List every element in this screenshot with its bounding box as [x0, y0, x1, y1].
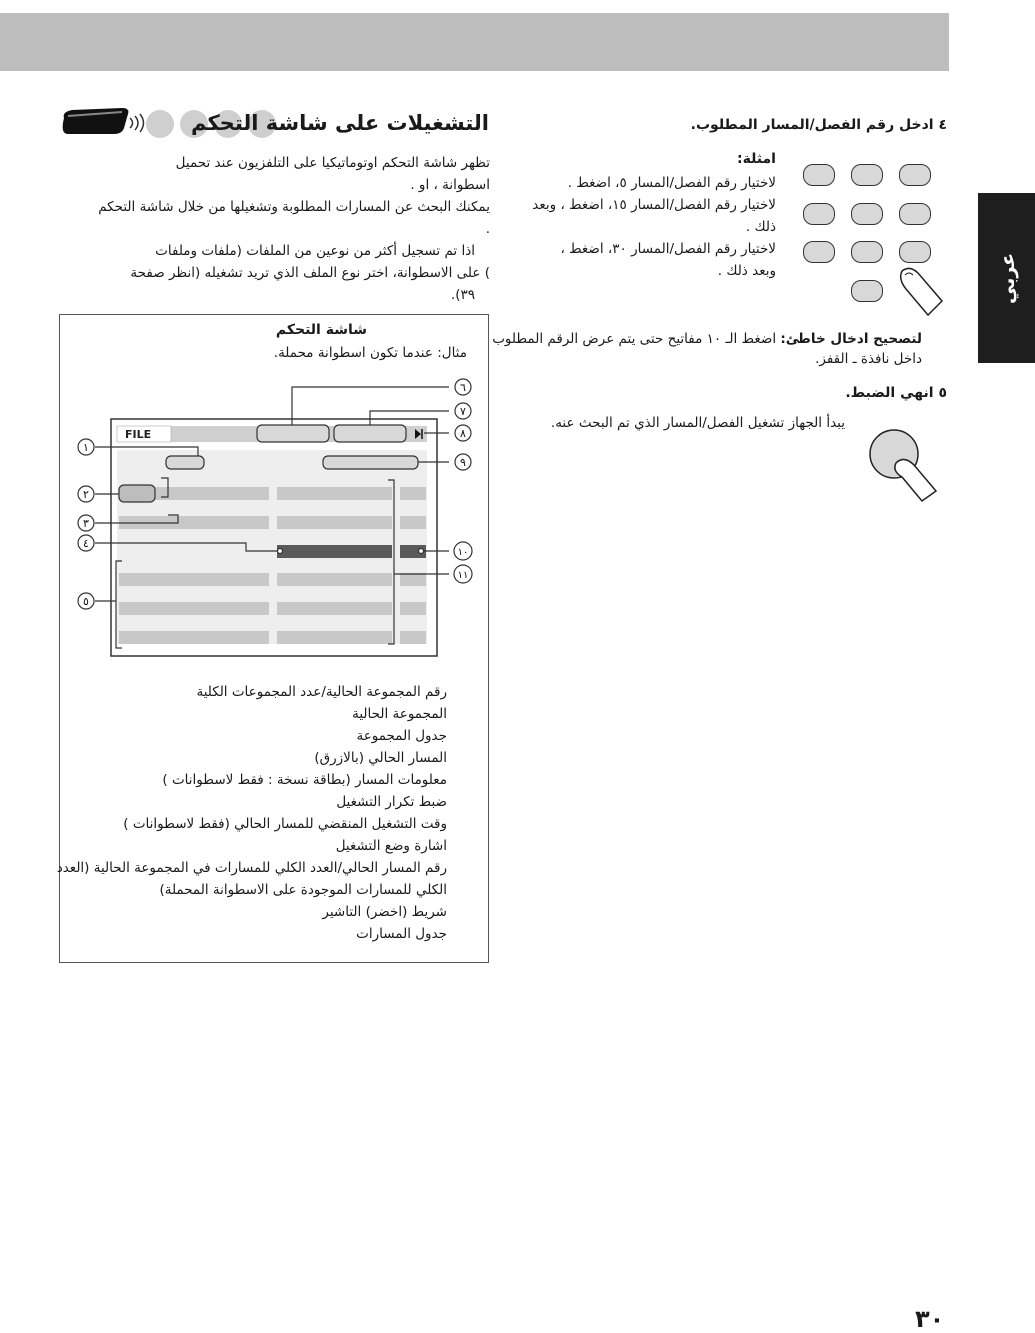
number-key[interactable] [851, 280, 883, 302]
callout-3: ٣ [83, 517, 89, 530]
number-key[interactable] [803, 241, 835, 263]
screen-file-label: FILE [125, 428, 152, 441]
header-band [0, 13, 949, 71]
language-tab [978, 193, 1035, 363]
number-key[interactable] [851, 164, 883, 186]
page-title: التشغيلات على شاشة التحكم [191, 111, 489, 135]
callout-8: ٨ [460, 427, 466, 440]
intro-line: تظهر شاشة التحكم اوتوماتيكيا على التلفزيون عند تحميل [175, 155, 490, 171]
remote-display-icon [58, 104, 150, 140]
callout-9: ٩ [460, 456, 466, 469]
control-screen-diagram [70, 375, 480, 675]
legend-item: شريط (اخضر) التاشير [322, 904, 447, 920]
intro-line: . [485, 221, 490, 237]
legend-item: المجموعة الحالية [352, 706, 447, 722]
step5-text: يبدأ الجهاز تشغيل الفصل/المسار الذي تم البحث عنه. [550, 415, 845, 431]
legend-item: رقم المسار الحالي/العدد الكلي للمسارات في المجموعة الحالية (العدد [56, 860, 447, 876]
correction-note [492, 330, 922, 348]
step5-heading: ٥ انهي الضبط. [845, 385, 947, 401]
callout-4: ٤ [83, 537, 89, 550]
intro-line: ) على الاسطوانة، اختر نوع الملف الذي تريد تشغيله (انظر صفحة [130, 265, 490, 281]
intro-line: اذا تم تسجيل أكثر من نوعين من الملفات (ملفات وملفات [155, 243, 475, 259]
number-key[interactable] [899, 241, 931, 263]
step4-example: وبعد ذلك . [717, 263, 776, 279]
intro-line: يمكنك البحث عن المسارات المطلوبة وتشغيلها من خلال شاشة التحكم [98, 199, 490, 215]
legend-item: جدول المجموعة [356, 728, 447, 744]
callout-6: ٦ [460, 381, 466, 394]
number-key[interactable] [803, 164, 835, 186]
callout-5: ٥ [83, 595, 89, 608]
callout-10: ١٠ [457, 547, 469, 558]
step4-example: لاختيار رقم الفصل/المسار ٣٠، اضغط ، [560, 241, 776, 257]
correction-note-2: داخل نافذة ـ القفز. [815, 351, 922, 367]
page-number: ٣٠ [915, 1305, 945, 1333]
intro-line: اسطوانة ، او . [410, 177, 490, 193]
number-key[interactable] [851, 203, 883, 225]
legend-item: جدول المسارات [356, 926, 447, 942]
number-key[interactable] [899, 164, 931, 186]
language-tab-label: عربي [997, 252, 1019, 304]
legend-item: المسار الحالي (بالازرق) [314, 750, 447, 766]
legend-item: الكلي للمسارات الموجودة على الاسطوانة المحملة) [159, 882, 447, 898]
callout-7: ٧ [460, 405, 466, 418]
finger-press-icon [896, 265, 946, 317]
callout-11: ١١ [457, 570, 469, 581]
box-example: مثال: عندما تكون اسطوانة محملة. [273, 345, 467, 361]
intro-line: ٣٩). [450, 287, 475, 303]
legend-item: معلومات المسار (بطاقة نسخة : فقط لاسطوانات ) [162, 772, 447, 788]
number-key[interactable] [851, 241, 883, 263]
legend-item: رقم المجموعة الحالية/عدد المجموعات الكلية [196, 684, 447, 700]
legend-item: ضبط تكرار التشغيل [336, 794, 447, 810]
callout-2: ٢ [83, 488, 89, 501]
callout-1: ١ [83, 441, 89, 454]
step4-example: لاختيار رقم الفصل/المسار ٥، اضغط . [567, 175, 776, 191]
step4-example: لاختيار رقم الفصل/المسار ١٥، اضغط ، وبعد [532, 197, 776, 213]
legend-item: وقت التشغيل المنقضي للمسار الحالي (فقط لاسطوانات ) [123, 816, 447, 832]
step4-heading: ٤ ادخل رقم الفصل/المسار المطلوب. [690, 117, 947, 133]
box-title: شاشة التحكم [275, 322, 367, 338]
step4-examples-label: امثلة: [737, 151, 776, 167]
number-key[interactable] [899, 203, 931, 225]
legend-item: اشارة وضع التشغيل [335, 838, 447, 854]
number-key[interactable] [803, 203, 835, 225]
title-bubble [146, 110, 174, 138]
step4-example: ذلك . [745, 219, 776, 235]
correction-bold: لتصحيح ادخال خاطئ: [780, 331, 922, 347]
correction-text: اضغط الـ ١٠ مفاتيح حتى يتم عرض الرقم المطلوب [492, 331, 781, 347]
enter-button-press-icon [864, 425, 944, 503]
